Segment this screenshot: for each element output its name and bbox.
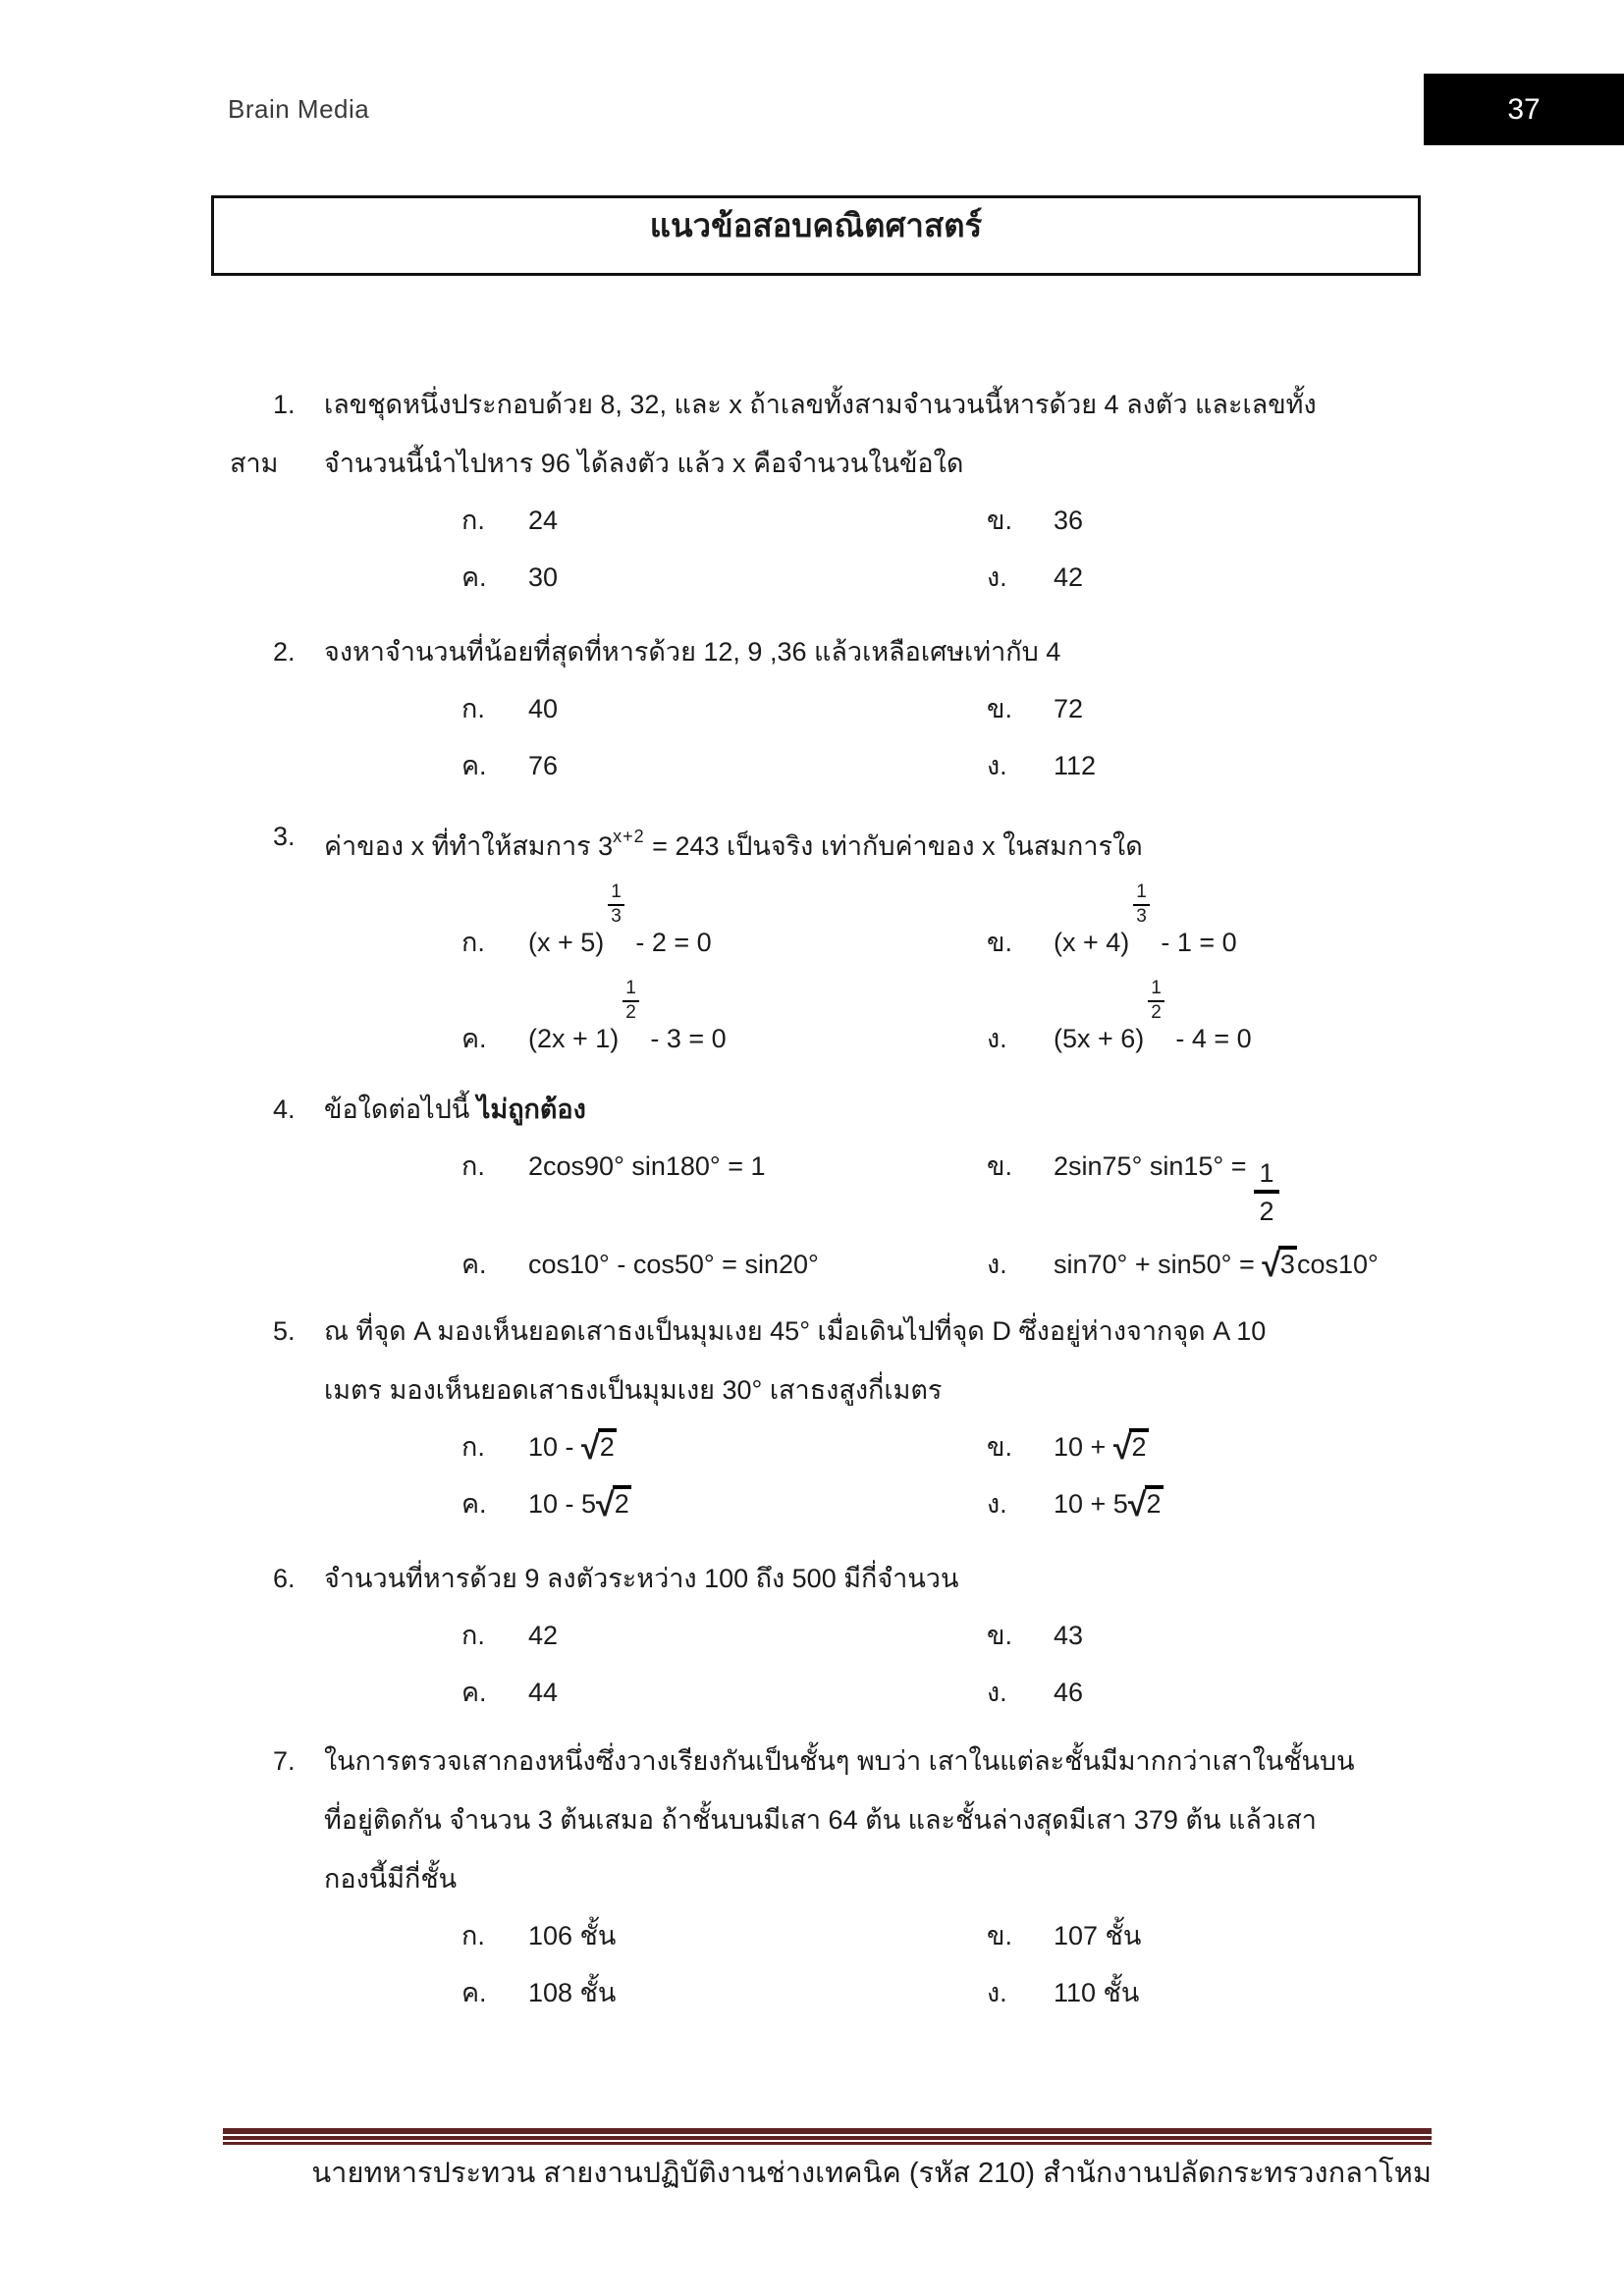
fraction-denominator: 3: [1136, 906, 1147, 927]
question-6: [226, 1549, 1435, 1722]
choice-value: [528, 493, 558, 548]
question-text: [324, 1316, 1266, 1346]
text: 36: [1054, 506, 1084, 535]
question-4: [226, 1080, 1435, 1294]
text: cos10° - cos50° = sin20°: [528, 1250, 819, 1279]
text: (x + 4): [1054, 928, 1130, 957]
text: 40: [528, 694, 559, 723]
text: 2sin75° sin15° =: [1054, 1151, 1247, 1181]
text: เมตร มองเห็นยอดเสาธงเป็นมุมเงย 30° เสาธงสูงกี่เมตร: [324, 1375, 943, 1405]
choice-label: ก.: [461, 928, 485, 957]
choice-value: [528, 1419, 617, 1475]
choice-row: [226, 1608, 1435, 1665]
text: - 1 = 0: [1153, 928, 1237, 957]
choice-label: ง.: [987, 1978, 1007, 2007]
fraction-numerator: 1: [623, 979, 639, 1002]
radical: [596, 1476, 631, 1532]
choice-label: ง.: [987, 1678, 1007, 1707]
choice-label: ง.: [987, 1489, 1007, 1519]
choice-value: [1054, 493, 1083, 548]
choice-label: ค.: [461, 1978, 487, 2007]
choice-row: [226, 681, 1435, 738]
choice-label: ก.: [461, 1621, 485, 1650]
choice-row: [226, 493, 1435, 550]
choice-value: [1054, 1476, 1164, 1532]
choice-value: [1054, 1665, 1083, 1720]
choice-row: [226, 1908, 1435, 1965]
text: ที่อยู่ติดกัน จำนวน 3 ต้นเสมอ ถ้าชั้นบนมีเสา 64 ต้น และชั้นล่างสุดมีเสา 379 ต้น แล้วเสา: [324, 1805, 1317, 1835]
text: 76: [528, 751, 559, 780]
title-box: [211, 195, 1421, 276]
question-text: [324, 1095, 586, 1124]
choice-row: [226, 1665, 1435, 1722]
choice-value: [1054, 738, 1096, 793]
choice-label: ข.: [987, 1151, 1012, 1181]
radical-sign-icon: √: [1112, 1429, 1130, 1467]
choice-row: [226, 972, 1435, 1068]
choice-row: [226, 876, 1435, 972]
choice-label: ค.: [461, 1678, 487, 1707]
radicand: 3: [1278, 1246, 1297, 1280]
radical: [1128, 1476, 1164, 1532]
question-number: 7.: [273, 1746, 296, 1776]
choice-value: [528, 979, 727, 1066]
choice-value: [528, 882, 712, 970]
text: (5x + 6): [1054, 1024, 1145, 1053]
choice-value: [1054, 1237, 1379, 1293]
text: 110 ชั้น: [1054, 1978, 1140, 2007]
choice-label: ค.: [461, 562, 487, 592]
choice-label: ข.: [987, 694, 1012, 723]
text: 10 + 5: [1054, 1489, 1128, 1519]
question-text: [324, 1805, 1317, 1835]
text: 72: [1054, 694, 1084, 723]
text: 42: [528, 1621, 559, 1650]
choice-value: [528, 1965, 616, 2020]
question-1: [226, 375, 1435, 607]
text: = 243 เป็นจริง เท่ากับค่าของ x ในสมการใด: [644, 831, 1143, 861]
text: จำนวนนี้นำไปหาร 96 ได้ลงตัว แล้ว x คือจำนวนในข้อใด: [324, 449, 964, 478]
choice-value: [528, 1665, 558, 1720]
choice-label: ข.: [987, 1921, 1012, 1950]
choice-value: [1054, 1608, 1083, 1663]
choice-row: [226, 738, 1435, 795]
choice-value: [528, 1908, 616, 1963]
choice-row: [226, 550, 1435, 607]
text: 30: [528, 562, 559, 592]
question-3: [226, 807, 1435, 1068]
text: จำนวนที่หารด้วย 9 ลงตัวระหว่าง 100 ถึง 500 มีกี่จำนวน: [324, 1564, 959, 1593]
fraction-denominator: 2: [625, 1002, 636, 1023]
question-number: 2.: [273, 637, 296, 667]
superscript: x+2: [613, 827, 645, 846]
question-2: [226, 622, 1435, 795]
choice-row: [226, 1419, 1435, 1476]
footer-rule: [223, 2128, 1432, 2145]
choice-value: [1054, 1419, 1149, 1475]
fraction-numerator: 1: [1254, 1157, 1278, 1194]
text: กองนี้มีกี่ชั้น: [324, 1864, 458, 1894]
question-7: [226, 1732, 1435, 2022]
question-line: [226, 1732, 1435, 1790]
choice-row: [226, 1237, 1435, 1294]
choice-value: [1054, 550, 1083, 605]
text: (x + 5): [528, 928, 605, 957]
text: 107 ชั้น: [1054, 1921, 1142, 1950]
choice-label: ข.: [987, 928, 1012, 957]
choice-label: ก.: [461, 1921, 485, 1950]
bold-text: ไม่ถูกต้อง: [476, 1095, 586, 1124]
choice-label: ก.: [461, 1151, 485, 1181]
radicand: 2: [1145, 1485, 1164, 1520]
choice-label: ก.: [461, 694, 485, 723]
radicand: 2: [1129, 1428, 1148, 1463]
choice-label: ง.: [987, 1250, 1007, 1279]
choice-label: ง.: [987, 751, 1007, 780]
question-text: [324, 637, 1060, 667]
question-5: [226, 1302, 1435, 1533]
choice-label: ข.: [987, 1621, 1012, 1650]
text: ข้อใดต่อไปนี้: [324, 1095, 477, 1124]
fraction-numerator: 1: [608, 882, 624, 906]
question-text: [324, 390, 1317, 419]
radicand: 2: [613, 1485, 631, 1520]
radical-sign-icon: √: [581, 1429, 598, 1467]
text: - 4 = 0: [1167, 1024, 1252, 1053]
text: 43: [1054, 1621, 1084, 1650]
question-text: [324, 827, 1143, 861]
exponent-fraction: [608, 882, 624, 928]
choice-row: [226, 1476, 1435, 1533]
choice-label: ข.: [987, 1432, 1012, 1462]
choice-label: ก.: [461, 506, 485, 535]
text: 2cos90° sin180° = 1: [528, 1151, 766, 1181]
footer-rule-thin: [223, 2142, 1432, 2145]
question-line: [226, 1361, 1435, 1419]
fraction-denominator: 2: [1151, 1002, 1162, 1023]
question-line: [226, 807, 1435, 876]
header-brand-text: Brain Media: [228, 94, 370, 124]
footer-text: นายทหารประทวน สายงานปฏิบัติงานช่างเทคนิค (รหัส 210) สำนักงานปลัดกระทรวงกลาโหม: [311, 2158, 1432, 2189]
question-text: [324, 1864, 457, 1894]
question-text: [324, 449, 963, 478]
radical-sign-icon: √: [1127, 1486, 1145, 1523]
radical-sign-icon: √: [596, 1486, 613, 1523]
fraction: [1254, 1157, 1278, 1228]
choice-value: [528, 681, 558, 736]
choice-label: ค.: [461, 1489, 487, 1519]
question-number: 6.: [273, 1564, 296, 1593]
question-line: [226, 434, 1435, 493]
page-title: แนวข้อสอบคณิตศาสตร์: [649, 207, 983, 243]
exponent-fraction: [1148, 979, 1164, 1024]
fraction-numerator: 1: [1133, 882, 1150, 906]
fraction-denominator: 2: [1259, 1197, 1274, 1226]
exponent-fraction: [623, 979, 639, 1024]
choice-value: [1054, 1908, 1141, 1963]
question-number: 5.: [273, 1316, 296, 1346]
text: ในการตรวจเสากองหนึ่งซึ่งวางเรียงกันเป็นชั้นๆ พบว่า เสาในแต่ละชั้นมีมากกว่าเสาในชั้นบน: [324, 1746, 1355, 1776]
question-line: [226, 622, 1435, 681]
choice-value: [1054, 979, 1252, 1066]
choice-value: [528, 738, 558, 793]
text: 46: [1054, 1678, 1084, 1707]
choice-row: [226, 1965, 1435, 2022]
radical: [1262, 1237, 1297, 1293]
choice-value: [528, 1237, 819, 1292]
question-number: 3.: [273, 822, 296, 851]
text: - 3 = 0: [642, 1024, 727, 1053]
choice-value: [528, 1608, 558, 1663]
choice-value: [528, 550, 558, 605]
question-number: 4.: [273, 1095, 296, 1124]
choice-value: [1054, 681, 1083, 736]
hanging-word: สาม: [230, 449, 279, 478]
choice-label: ก.: [461, 1432, 485, 1462]
text: (2x + 1): [528, 1024, 620, 1053]
question-line: [226, 1849, 1435, 1908]
fraction-numerator: 1: [1148, 979, 1164, 1002]
text: ค่าของ x ที่ทำให้สมการ 3: [324, 831, 614, 861]
text: 24: [528, 506, 559, 535]
choice-label: ค.: [461, 1024, 487, 1053]
text: 44: [528, 1678, 559, 1707]
page-number-badge: [1424, 74, 1624, 145]
question-number: 1.: [273, 390, 296, 419]
text: จงหาจำนวนที่น้อยที่สุดที่หารด้วย 12, 9 ,36 แล้วเหลือเศษเท่ากับ 4: [324, 637, 1061, 667]
radical-sign-icon: √: [1262, 1247, 1278, 1284]
choice-label: ง.: [987, 562, 1007, 592]
question-line: [226, 1080, 1435, 1139]
choice-value: [1054, 1965, 1139, 2020]
choice-value: [1054, 1139, 1279, 1227]
text: 108 ชั้น: [528, 1978, 617, 2007]
radical: [581, 1419, 617, 1475]
questions-list: [226, 375, 1435, 2022]
question-line: [226, 1302, 1435, 1361]
text: ณ ที่จุด A มองเห็นยอดเสาธงเป็นมุมเงย 45° เมื่อเดินไปที่จุด D ซึ่งอยู่ห่างจากจุด A 10: [324, 1316, 1267, 1346]
text: 10 -: [528, 1432, 582, 1462]
choice-row: [226, 1139, 1435, 1237]
question-text: [324, 1375, 942, 1405]
text: sin70° + sin50° =: [1054, 1250, 1263, 1279]
choice-label: ข.: [987, 506, 1012, 535]
text: cos10°: [1296, 1250, 1379, 1279]
fraction-denominator: 3: [611, 906, 622, 927]
choice-label: ค.: [461, 751, 487, 780]
question-text: [324, 1564, 958, 1593]
choice-label: ค.: [461, 1250, 487, 1279]
text: 42: [1054, 562, 1084, 592]
text: 10 - 5: [528, 1489, 597, 1519]
text: - 2 = 0: [627, 928, 712, 957]
question-line: [226, 1790, 1435, 1849]
text: 112: [1054, 751, 1097, 780]
choice-label: ง.: [987, 1024, 1007, 1053]
radical: [1113, 1419, 1149, 1475]
text: 106 ชั้น: [528, 1921, 617, 1950]
question-line: [226, 1549, 1435, 1608]
choice-value: [1054, 882, 1237, 970]
choice-value: [528, 1139, 766, 1194]
choice-value: [528, 1476, 631, 1532]
question-line: [226, 375, 1435, 434]
question-text: [324, 1746, 1355, 1776]
exponent-fraction: [1133, 882, 1150, 928]
radicand: 2: [598, 1428, 617, 1463]
text: 10 +: [1054, 1432, 1113, 1462]
page-number: 37: [1507, 92, 1541, 126]
text: เลขชุดหนึ่งประกอบด้วย 8, 32, และ x ถ้าเลขทั้งสามจำนวนนี้หารด้วย 4 ลงตัว และเลขทั้ง: [324, 390, 1317, 419]
